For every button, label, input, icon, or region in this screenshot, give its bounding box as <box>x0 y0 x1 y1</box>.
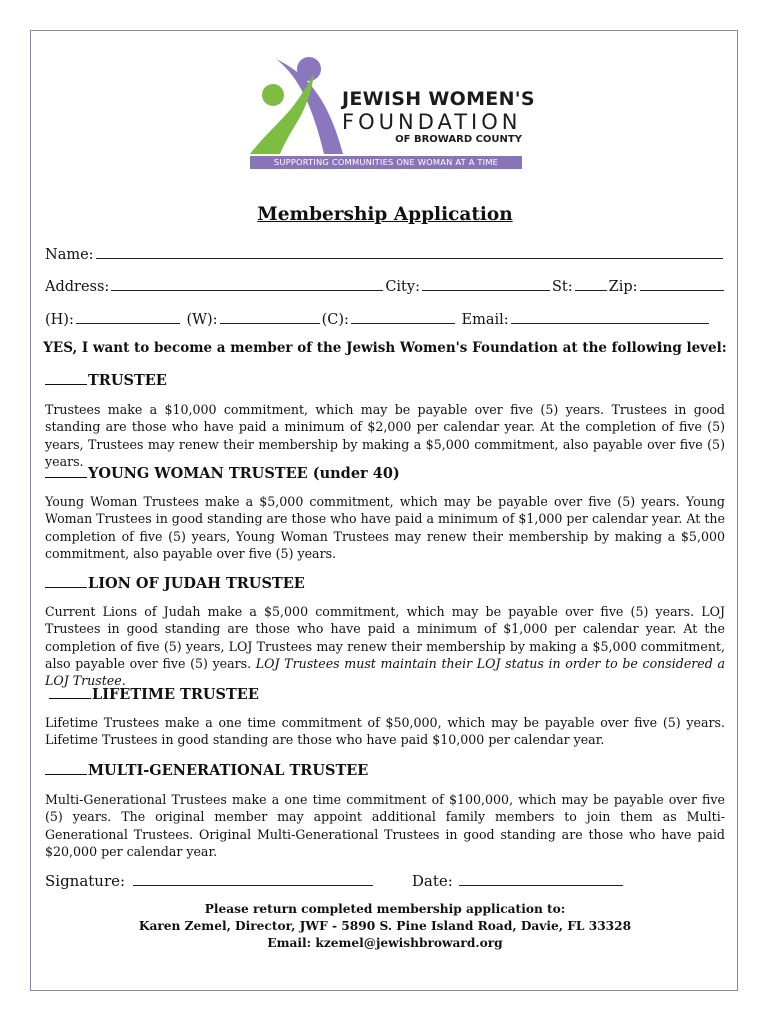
return-email: Email: kzemel@jewishbroward.org <box>267 936 503 950</box>
lifetime-checkbox-blank[interactable] <box>49 685 91 699</box>
level-young-woman-trustee <box>45 464 400 482</box>
level-description <box>45 603 725 689</box>
date-label: Date: <box>411 872 453 890</box>
foundation-logo <box>246 52 535 172</box>
level-title: LION OF JUDAH TRUSTEE <box>88 575 305 592</box>
level-desc-text: Current Lions of Judah make a $5,000 commitment, which may be payable over five (5) years. LOJ Trustees in good standing are those who have paid a minimum of $1,000 per calendar year. At the completion of five (5) years, LOJ Trustees may renew their membership by making a $5,000 commitment, also payable over five (5) years. <box>45 604 725 671</box>
address-row <box>45 275 725 295</box>
logo-wordmark <box>342 88 535 146</box>
email-field[interactable] <box>511 308 709 324</box>
name-row <box>45 243 725 263</box>
cell-phone-field[interactable] <box>351 308 455 324</box>
level-note: LOJ Trustees must maintain their LOJ status in order to be considered a LOJ Trustee. <box>45 655 725 689</box>
email-label: Email: <box>461 312 509 328</box>
level-lifetime-trustee <box>49 685 259 703</box>
signature-field[interactable] <box>133 870 373 886</box>
work-phone-label: (W): <box>186 312 218 328</box>
work-phone-field[interactable] <box>220 308 320 324</box>
return-address: Karen Zemel, Director, JWF - 5890 S. Pine Island Road, Davie, FL 33328 <box>138 919 632 933</box>
level-title: MULTI-GENERATIONAL TRUSTEE <box>88 762 369 779</box>
city-label: City: <box>385 279 420 295</box>
home-phone-field[interactable] <box>76 308 180 324</box>
level-description: Multi-Generational Trustees make a one time commitment of $100,000, which may be payable over five (5) years. The original member may appoint additional family members to join them as Multi-Generational Trustees. Original Multi-Generational Trustees in good standing are those who have paid $20,000 per calendar year. <box>45 792 725 859</box>
signature-row <box>45 870 725 890</box>
level-description: Lifetime Trustees make a one time commitment of $50,000, which may be payable over five (5) years. Lifetime Trustees in good standing are those who have paid $10,000 per calendar year. <box>45 715 725 748</box>
lion-of-judah-checkbox-blank[interactable] <box>45 574 87 588</box>
address-label: Address: <box>45 279 110 295</box>
home-phone-label: (H): <box>45 312 74 328</box>
return-instructions: Please return completed membership application to: <box>204 902 566 916</box>
level-description: Trustees make a $10,000 commitment, which may be payable over five (5) years. Trustees in good standing are those who have paid a minimum of $2,000 per calendar year. At the completion of five (5) years, Trustees may renew their membership by making a $5,000 commitment, also payable over five (5) years. <box>45 402 725 469</box>
date-field[interactable] <box>459 870 623 886</box>
state-label: St: <box>551 279 573 295</box>
level-description: Young Woman Trustees make a $5,000 commitment, which may be payable over five (5) years. Young Woman Trustees in good standing are those who have paid a minimum of $1,000 per calendar year. At the completion of five (5) years, Young Woman Trustees may renew their membership by making a $5,000 commitment, also payable over five (5) years. <box>45 494 725 561</box>
level-trustee <box>45 371 167 389</box>
multi-generational-checkbox-blank[interactable] <box>45 761 87 775</box>
page-title: Membership Application <box>257 204 513 225</box>
state-field[interactable] <box>575 275 607 291</box>
zip-field[interactable] <box>640 275 724 291</box>
address-field[interactable] <box>111 275 383 291</box>
logo-line-3: OF BROWARD COUNTY <box>395 134 522 145</box>
city-field[interactable] <box>422 275 550 291</box>
level-title: YOUNG WOMAN TRUSTEE (under 40) <box>88 465 400 482</box>
membership-intro: YES, I want to become a member of the Jewish Women's Foundation at the following level: <box>43 340 727 356</box>
young-woman-checkbox-blank[interactable] <box>45 464 87 478</box>
trustee-checkbox-blank[interactable] <box>45 371 87 385</box>
cell-phone-label: (C): <box>321 312 349 328</box>
logo-line-2: FOUNDATION <box>342 110 522 134</box>
level-title: LIFETIME TRUSTEE <box>92 686 259 703</box>
logo-figures-graphic <box>246 52 356 156</box>
name-label: Name: <box>45 247 94 263</box>
logo-tagline: SUPPORTING COMMUNITIES ONE WOMAN AT A TIME <box>250 156 522 169</box>
level-lion-of-judah-trustee <box>45 574 305 592</box>
level-title: TRUSTEE <box>88 372 167 389</box>
signature-label: Signature: <box>45 872 126 890</box>
level-multi-generational-trustee <box>45 761 368 779</box>
name-field[interactable] <box>96 243 723 259</box>
phone-row <box>45 308 725 328</box>
logo-line-1: JEWISH WOMEN'S <box>342 88 535 110</box>
zip-label: Zip: <box>608 279 638 295</box>
